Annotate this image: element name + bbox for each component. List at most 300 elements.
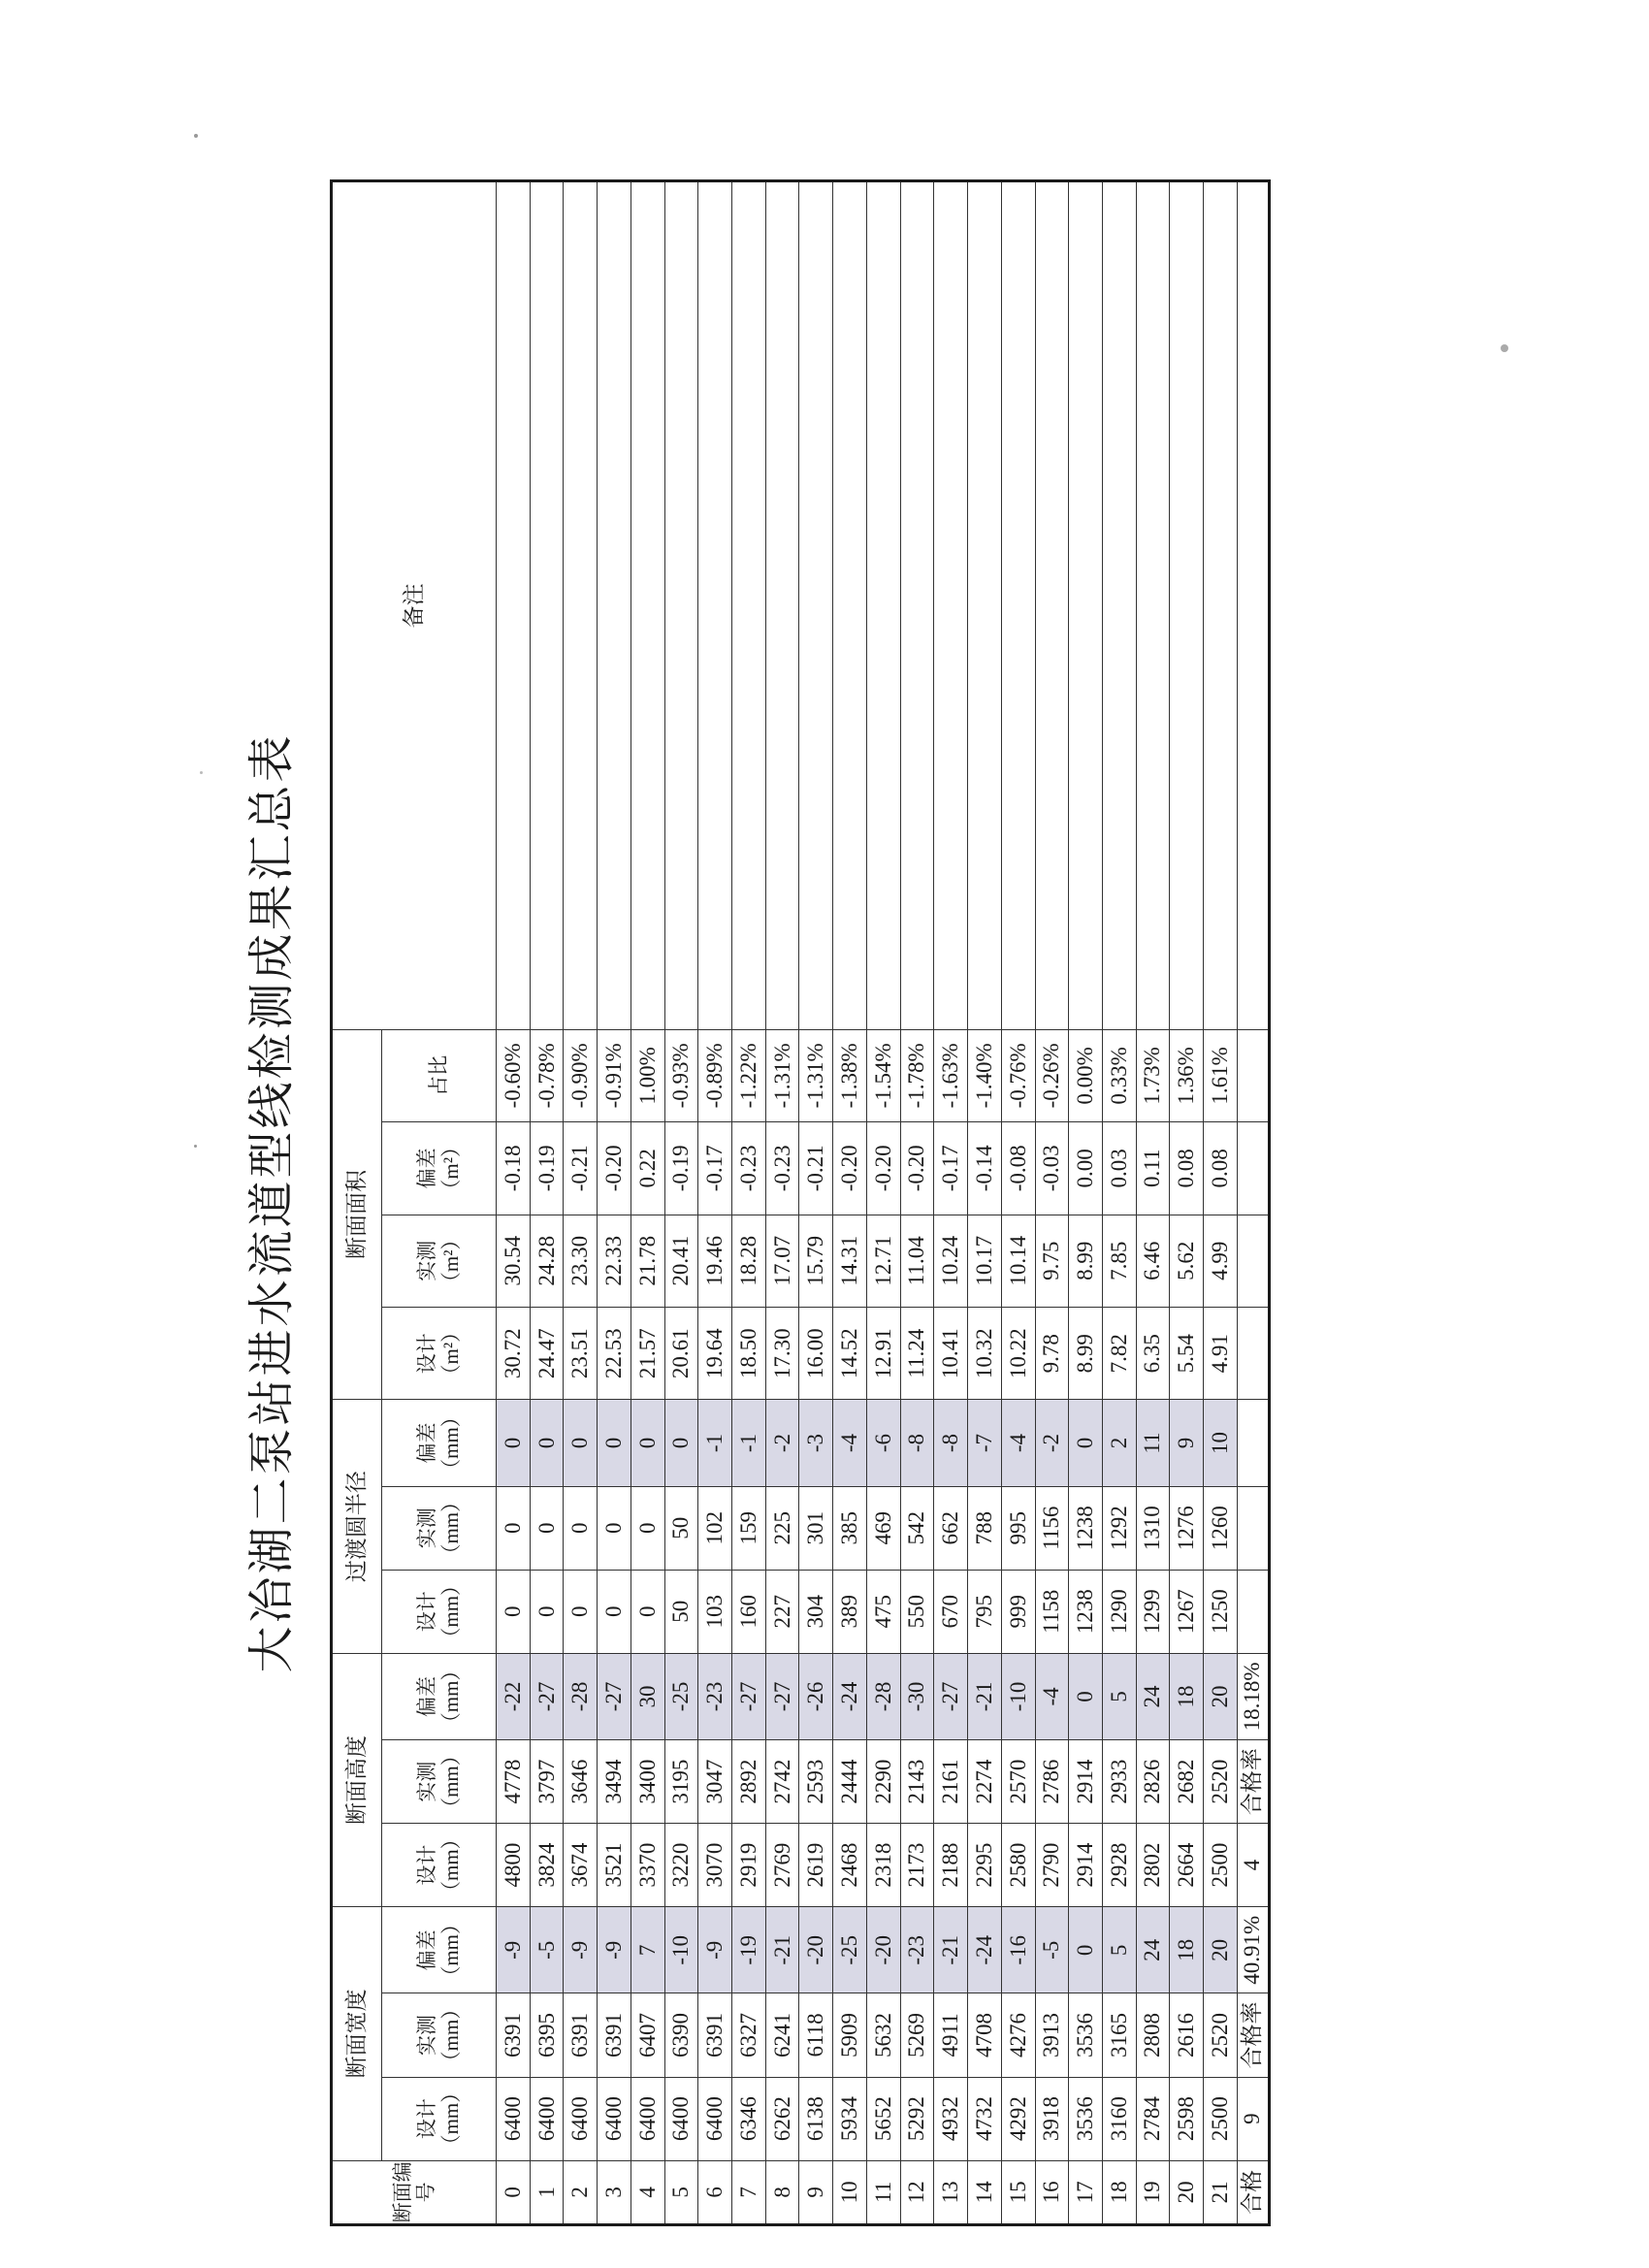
cell-area-design: 24.47: [530, 1307, 564, 1399]
cell-area-ratio: 0.33%: [1102, 1029, 1136, 1121]
cell-remark: [630, 181, 664, 1030]
table-row: [1102, 181, 1136, 2225]
cell-remark: [1204, 181, 1238, 1030]
cell-height-measured: 2274: [968, 1740, 1002, 1824]
cell-width-design: 6262: [765, 2077, 799, 2160]
cell-height-design: 3070: [698, 1824, 732, 1907]
cell-area-ratio: -0.90%: [564, 1029, 598, 1121]
cell-remark: [900, 181, 934, 1030]
cell-area-design: 9.78: [1035, 1307, 1069, 1399]
cell-height-design: 2928: [1102, 1824, 1136, 1907]
cell-radius-deviation: -8: [934, 1400, 968, 1486]
summary-empty: [1238, 181, 1270, 1030]
cell-section-no: 14: [968, 2160, 1002, 2224]
cell-area-ratio: -1.31%: [765, 1029, 799, 1121]
cell-area-measured: 9.75: [1035, 1215, 1069, 1307]
header-radius-deviation: 偏差（mm）: [382, 1400, 497, 1486]
cell-area-deviation: 0.11: [1136, 1122, 1170, 1215]
cell-area-ratio: -0.76%: [1001, 1029, 1035, 1121]
cell-area-design: 12.91: [866, 1307, 900, 1399]
cell-radius-measured: 0: [630, 1486, 664, 1570]
cell-width-deviation: 7: [630, 1907, 664, 1993]
cell-area-design: 23.51: [564, 1307, 598, 1399]
cell-radius-design: 50: [664, 1570, 698, 1653]
cell-radius-design: 550: [900, 1570, 934, 1653]
cell-height-deviation: -30: [900, 1653, 934, 1739]
cell-radius-deviation: 0: [1069, 1400, 1103, 1486]
cell-area-ratio: -0.26%: [1035, 1029, 1069, 1121]
summary-height-rate: 18.18%: [1238, 1653, 1270, 1739]
cell-area-deviation: -0.20: [900, 1122, 934, 1215]
cell-height-deviation: 30: [630, 1653, 664, 1739]
cell-section-no: 20: [1170, 2160, 1204, 2224]
cell-area-design: 7.82: [1102, 1307, 1136, 1399]
cell-width-measured: 5909: [833, 1993, 867, 2077]
cell-height-design: 3521: [598, 1824, 631, 1907]
cell-height-measured: 2786: [1035, 1740, 1069, 1824]
header-width-measured: 实测（mm）: [382, 1993, 497, 2077]
cell-height-deviation: -23: [698, 1653, 732, 1739]
cell-width-design: 6400: [564, 2077, 598, 2160]
scan-speck: [194, 1145, 197, 1148]
cell-area-deviation: -0.03: [1035, 1122, 1069, 1215]
table-header: [332, 181, 497, 2225]
summary-empty: [1238, 1570, 1270, 1653]
cell-radius-measured: 0: [598, 1486, 631, 1570]
cell-area-deviation: -0.17: [698, 1122, 732, 1215]
table-row: [630, 181, 664, 2225]
cell-height-design: 4800: [497, 1824, 531, 1907]
header-section-no: 断面编号: [332, 2160, 497, 2224]
landscape-sheet: [233, 179, 1280, 2226]
cell-area-measured: 10.24: [934, 1215, 968, 1307]
cell-area-deviation: -0.21: [799, 1122, 833, 1215]
cell-height-design: 2500: [1204, 1824, 1238, 1907]
table-body: [497, 181, 1238, 2225]
table-row: [698, 181, 732, 2225]
cell-area-ratio: 0.00%: [1069, 1029, 1103, 1121]
cell-width-design: 5292: [900, 2077, 934, 2160]
cell-height-deviation: 18: [1170, 1653, 1204, 1739]
cell-width-measured: 3913: [1035, 1993, 1069, 2077]
cell-area-measured: 11.04: [900, 1215, 934, 1307]
cell-section-no: 8: [765, 2160, 799, 2224]
cell-area-measured: 12.71: [866, 1215, 900, 1307]
cell-height-measured: 2444: [833, 1740, 867, 1824]
cell-height-measured: 2892: [732, 1740, 766, 1824]
inspection-results-table: [330, 179, 1271, 2226]
cell-width-measured: 2616: [1170, 1993, 1204, 2077]
cell-height-deviation: -27: [934, 1653, 968, 1739]
cell-area-ratio: -1.40%: [968, 1029, 1002, 1121]
summary-width-count: 9: [1238, 2077, 1270, 2160]
cell-radius-measured: 225: [765, 1486, 799, 1570]
cell-remark: [934, 181, 968, 1030]
cell-radius-deviation: 9: [1170, 1400, 1204, 1486]
cell-radius-design: 670: [934, 1570, 968, 1653]
cell-area-deviation: -0.20: [833, 1122, 867, 1215]
header-width-group: 断面宽度: [332, 1907, 382, 2160]
cell-width-measured: 2808: [1136, 1993, 1170, 2077]
cell-area-ratio: -0.89%: [698, 1029, 732, 1121]
cell-area-ratio: 1.73%: [1136, 1029, 1170, 1121]
cell-radius-deviation: 10: [1204, 1400, 1238, 1486]
cell-area-measured: 19.46: [698, 1215, 732, 1307]
cell-radius-design: 0: [598, 1570, 631, 1653]
cell-area-design: 20.61: [664, 1307, 698, 1399]
cell-width-deviation: -20: [799, 1907, 833, 1993]
table-row: [765, 181, 799, 2225]
cell-remark: [598, 181, 631, 1030]
cell-width-design: 6400: [664, 2077, 698, 2160]
cell-section-no: 15: [1001, 2160, 1035, 2224]
cell-width-deviation: -20: [866, 1907, 900, 1993]
cell-section-no: 6: [698, 2160, 732, 2224]
cell-remark: [968, 181, 1002, 1030]
cell-remark: [765, 181, 799, 1030]
cell-area-design: 10.32: [968, 1307, 1002, 1399]
cell-radius-measured: 50: [664, 1486, 698, 1570]
cell-height-measured: 2914: [1069, 1740, 1103, 1824]
table-row: [1136, 181, 1170, 2225]
cell-width-measured: 6241: [765, 1993, 799, 2077]
cell-radius-design: 1290: [1102, 1570, 1136, 1653]
cell-area-deviation: 0.08: [1170, 1122, 1204, 1215]
cell-area-measured: 14.31: [833, 1215, 867, 1307]
cell-height-deviation: -27: [732, 1653, 766, 1739]
table-row: [664, 181, 698, 2225]
cell-area-deviation: 0.00: [1069, 1122, 1103, 1215]
cell-radius-deviation: 0: [530, 1400, 564, 1486]
cell-width-deviation: -21: [765, 1907, 799, 1993]
page-title: 大冶湖二泵站进水流道型线检测成果汇总表: [244, 732, 299, 1673]
cell-radius-deviation: -2: [765, 1400, 799, 1486]
cell-width-deviation: -9: [598, 1907, 631, 1993]
cell-area-ratio: -1.63%: [934, 1029, 968, 1121]
cell-radius-deviation: 0: [497, 1400, 531, 1486]
cell-area-measured: 23.30: [564, 1215, 598, 1307]
cell-width-design: 5652: [866, 2077, 900, 2160]
cell-area-measured: 4.99: [1204, 1215, 1238, 1307]
cell-area-design: 14.52: [833, 1307, 867, 1399]
cell-area-deviation: -0.17: [934, 1122, 968, 1215]
cell-remark: [1035, 181, 1069, 1030]
cell-width-design: 5934: [833, 2077, 867, 2160]
cell-height-measured: 2520: [1204, 1740, 1238, 1824]
scan-speck: [194, 134, 198, 138]
table-row: [564, 181, 598, 2225]
table-row: [1170, 181, 1204, 2225]
cell-radius-design: 0: [530, 1570, 564, 1653]
cell-area-ratio: -0.93%: [664, 1029, 698, 1121]
cell-area-ratio: 1.00%: [630, 1029, 664, 1121]
cell-height-measured: 2682: [1170, 1740, 1204, 1824]
table-row: [1001, 181, 1035, 2225]
cell-width-measured: 5632: [866, 1993, 900, 2077]
cell-height-deviation: -4: [1035, 1653, 1069, 1739]
cell-area-deviation: -0.23: [765, 1122, 799, 1215]
header-radius-design: 设计（mm）: [382, 1570, 497, 1653]
cell-width-design: 2784: [1136, 2077, 1170, 2160]
cell-radius-design: 227: [765, 1570, 799, 1653]
cell-area-deviation: -0.18: [497, 1122, 531, 1215]
cell-radius-design: 1299: [1136, 1570, 1170, 1653]
cell-height-deviation: -25: [664, 1653, 698, 1739]
cell-height-measured: 3797: [530, 1740, 564, 1824]
header-width-deviation: 偏差（mm）: [382, 1907, 497, 1993]
header-remark: 备注: [332, 181, 497, 1030]
cell-height-design: 2580: [1001, 1824, 1035, 1907]
cell-area-measured: 8.99: [1069, 1215, 1103, 1307]
cell-height-measured: 3494: [598, 1740, 631, 1824]
cell-section-no: 0: [497, 2160, 531, 2224]
cell-area-ratio: -0.60%: [497, 1029, 531, 1121]
cell-height-measured: 2143: [900, 1740, 934, 1824]
cell-height-deviation: -10: [1001, 1653, 1035, 1739]
cell-height-measured: 4778: [497, 1740, 531, 1824]
cell-radius-deviation: 0: [664, 1400, 698, 1486]
cell-width-design: 4732: [968, 2077, 1002, 2160]
cell-radius-design: 795: [968, 1570, 1002, 1653]
cell-section-no: 11: [866, 2160, 900, 2224]
cell-section-no: 16: [1035, 2160, 1069, 2224]
cell-radius-measured: 469: [866, 1486, 900, 1570]
table-row: [968, 181, 1002, 2225]
cell-area-measured: 10.14: [1001, 1215, 1035, 1307]
cell-radius-design: 1238: [1069, 1570, 1103, 1653]
cell-radius-measured: 995: [1001, 1486, 1035, 1570]
cell-height-deviation: -28: [564, 1653, 598, 1739]
cell-radius-design: 999: [1001, 1570, 1035, 1653]
cell-width-deviation: -21: [934, 1907, 968, 1993]
cell-height-design: 3674: [564, 1824, 598, 1907]
cell-section-no: 19: [1136, 2160, 1170, 2224]
cell-width-design: 6346: [732, 2077, 766, 2160]
cell-area-design: 19.64: [698, 1307, 732, 1399]
cell-radius-deviation: 0: [598, 1400, 631, 1486]
cell-remark: [530, 181, 564, 1030]
cell-area-design: 17.30: [765, 1307, 799, 1399]
header-area-design: 设计（m²）: [382, 1307, 497, 1399]
cell-area-ratio: -1.38%: [833, 1029, 867, 1121]
cell-remark: [1102, 181, 1136, 1030]
cell-radius-deviation: 0: [630, 1400, 664, 1486]
cell-radius-deviation: -4: [833, 1400, 867, 1486]
cell-width-measured: 3165: [1102, 1993, 1136, 2077]
cell-area-ratio: -0.78%: [530, 1029, 564, 1121]
cell-area-deviation: -0.19: [664, 1122, 698, 1215]
cell-section-no: 1: [530, 2160, 564, 2224]
cell-width-measured: 6327: [732, 1993, 766, 2077]
cell-area-deviation: -0.23: [732, 1122, 766, 1215]
cell-height-design: 2790: [1035, 1824, 1069, 1907]
cell-remark: [1001, 181, 1035, 1030]
cell-radius-measured: 1276: [1170, 1486, 1204, 1570]
cell-width-deviation: 0: [1069, 1907, 1103, 1993]
cell-width-design: 4932: [934, 2077, 968, 2160]
cell-height-measured: 3195: [664, 1740, 698, 1824]
cell-section-no: 13: [934, 2160, 968, 2224]
cell-area-deviation: -0.08: [1001, 1122, 1035, 1215]
cell-height-design: 2318: [866, 1824, 900, 1907]
cell-height-measured: 2593: [799, 1740, 833, 1824]
cell-height-design: 2664: [1170, 1824, 1204, 1907]
cell-radius-deviation: -6: [866, 1400, 900, 1486]
header-radius-measured: 实测（mm）: [382, 1486, 497, 1570]
table-row: [799, 181, 833, 2225]
header-height-deviation: 偏差（mm）: [382, 1653, 497, 1739]
cell-height-deviation: -24: [833, 1653, 867, 1739]
cell-height-design: 2173: [900, 1824, 934, 1907]
cell-area-design: 30.72: [497, 1307, 531, 1399]
cell-width-deviation: 18: [1170, 1907, 1204, 1993]
cell-remark: [664, 181, 698, 1030]
cell-height-deviation: -27: [765, 1653, 799, 1739]
cell-height-deviation: 24: [1136, 1653, 1170, 1739]
cell-radius-deviation: -3: [799, 1400, 833, 1486]
table-row: [1035, 181, 1069, 2225]
cell-radius-deviation: -4: [1001, 1400, 1035, 1486]
summary-empty: [1238, 1307, 1270, 1399]
cell-area-deviation: -0.20: [866, 1122, 900, 1215]
cell-width-design: 6400: [497, 2077, 531, 2160]
cell-width-measured: 4911: [934, 1993, 968, 2077]
cell-area-design: 6.35: [1136, 1307, 1170, 1399]
cell-area-measured: 7.85: [1102, 1215, 1136, 1307]
cell-area-design: 8.99: [1069, 1307, 1103, 1399]
cell-height-measured: 2161: [934, 1740, 968, 1824]
cell-area-deviation: 0.03: [1102, 1122, 1136, 1215]
cell-radius-design: 304: [799, 1570, 833, 1653]
cell-width-deviation: -25: [833, 1907, 867, 1993]
cell-width-measured: 6391: [598, 1993, 631, 2077]
cell-width-design: 6400: [698, 2077, 732, 2160]
table-summary: [1238, 181, 1270, 2225]
cell-width-measured: 6391: [564, 1993, 598, 2077]
cell-width-design: 6138: [799, 2077, 833, 2160]
cell-height-design: 2769: [765, 1824, 799, 1907]
cell-remark: [1170, 181, 1204, 1030]
header-height-group: 断面高度: [332, 1653, 382, 1906]
cell-remark: [732, 181, 766, 1030]
cell-radius-design: 1250: [1204, 1570, 1238, 1653]
cell-radius-measured: 0: [530, 1486, 564, 1570]
cell-section-no: 21: [1204, 2160, 1238, 2224]
cell-radius-design: 0: [497, 1570, 531, 1653]
cell-section-no: 9: [799, 2160, 833, 2224]
cell-area-ratio: -1.22%: [732, 1029, 766, 1121]
table-row: [598, 181, 631, 2225]
cell-area-deviation: -0.21: [564, 1122, 598, 1215]
header-area-ratio: 占比: [382, 1029, 497, 1121]
cell-radius-measured: 1292: [1102, 1486, 1136, 1570]
summary-empty: [1238, 1029, 1270, 1121]
cell-width-design: 3160: [1102, 2077, 1136, 2160]
cell-width-measured: 4276: [1001, 1993, 1035, 2077]
cell-radius-design: 0: [630, 1570, 664, 1653]
cell-section-no: 10: [833, 2160, 867, 2224]
cell-radius-measured: 1156: [1035, 1486, 1069, 1570]
cell-area-measured: 20.41: [664, 1215, 698, 1307]
cell-radius-design: 0: [564, 1570, 598, 1653]
cell-width-deviation: -19: [732, 1907, 766, 1993]
table-row: [900, 181, 934, 2225]
cell-section-no: 12: [900, 2160, 934, 2224]
cell-area-measured: 6.46: [1136, 1215, 1170, 1307]
cell-radius-measured: 102: [698, 1486, 732, 1570]
header-area-deviation: 偏差（m²）: [382, 1122, 497, 1215]
cell-section-no: 5: [664, 2160, 698, 2224]
cell-height-measured: 2290: [866, 1740, 900, 1824]
cell-width-deviation: -23: [900, 1907, 934, 1993]
cell-area-measured: 5.62: [1170, 1215, 1204, 1307]
cell-remark: [1069, 181, 1103, 1030]
cell-width-measured: 6391: [497, 1993, 531, 2077]
cell-area-ratio: -1.78%: [900, 1029, 934, 1121]
cell-remark: [833, 181, 867, 1030]
cell-height-design: 2914: [1069, 1824, 1103, 1907]
cell-radius-deviation: -1: [698, 1400, 732, 1486]
cell-area-deviation: -0.20: [598, 1122, 631, 1215]
cell-width-deviation: -5: [1035, 1907, 1069, 1993]
cell-height-deviation: -22: [497, 1653, 531, 1739]
cell-width-design: 4292: [1001, 2077, 1035, 2160]
cell-area-ratio: -0.91%: [598, 1029, 631, 1121]
cell-height-design: 2619: [799, 1824, 833, 1907]
summary-empty: [1238, 1400, 1270, 1486]
cell-radius-measured: 1310: [1136, 1486, 1170, 1570]
cell-area-measured: 10.17: [968, 1215, 1002, 1307]
cell-radius-deviation: 11: [1136, 1400, 1170, 1486]
cell-radius-deviation: -2: [1035, 1400, 1069, 1486]
cell-height-deviation: -27: [598, 1653, 631, 1739]
cell-area-deviation: 0.08: [1204, 1122, 1238, 1215]
cell-height-deviation: 20: [1204, 1653, 1238, 1739]
cell-area-measured: 22.33: [598, 1215, 631, 1307]
table-row: [934, 181, 968, 2225]
cell-area-ratio: -1.31%: [799, 1029, 833, 1121]
cell-area-ratio: 1.61%: [1204, 1029, 1238, 1121]
cell-height-design: 2802: [1136, 1824, 1170, 1907]
cell-width-measured: 3536: [1069, 1993, 1103, 2077]
cell-area-design: 21.57: [630, 1307, 664, 1399]
cell-radius-deviation: -1: [732, 1400, 766, 1486]
cell-height-design: 2468: [833, 1824, 867, 1907]
cell-width-measured: 4708: [968, 1993, 1002, 2077]
cell-radius-measured: 542: [900, 1486, 934, 1570]
cell-section-no: 17: [1069, 2160, 1103, 2224]
cell-remark: [564, 181, 598, 1030]
summary-empty: [1238, 1215, 1270, 1307]
cell-height-measured: 3400: [630, 1740, 664, 1824]
cell-height-measured: 2742: [765, 1740, 799, 1824]
header-height-measured: 实测（mm）: [382, 1740, 497, 1824]
cell-width-deviation: -16: [1001, 1907, 1035, 1993]
cell-width-deviation: -10: [664, 1907, 698, 1993]
summary-width-rate-label: 合格率: [1238, 1993, 1270, 2077]
cell-area-design: 22.53: [598, 1307, 631, 1399]
cell-section-no: 18: [1102, 2160, 1136, 2224]
header-area-group: 断面面积: [332, 1029, 382, 1400]
cell-area-measured: 15.79: [799, 1215, 833, 1307]
cell-width-measured: 2520: [1204, 1993, 1238, 2077]
cell-height-deviation: -28: [866, 1653, 900, 1739]
cell-remark: [866, 181, 900, 1030]
cell-area-deviation: 0.22: [630, 1122, 664, 1215]
cell-radius-measured: 1238: [1069, 1486, 1103, 1570]
cell-area-measured: 30.54: [497, 1215, 531, 1307]
header-area-measured: 实测（m²）: [382, 1215, 497, 1307]
